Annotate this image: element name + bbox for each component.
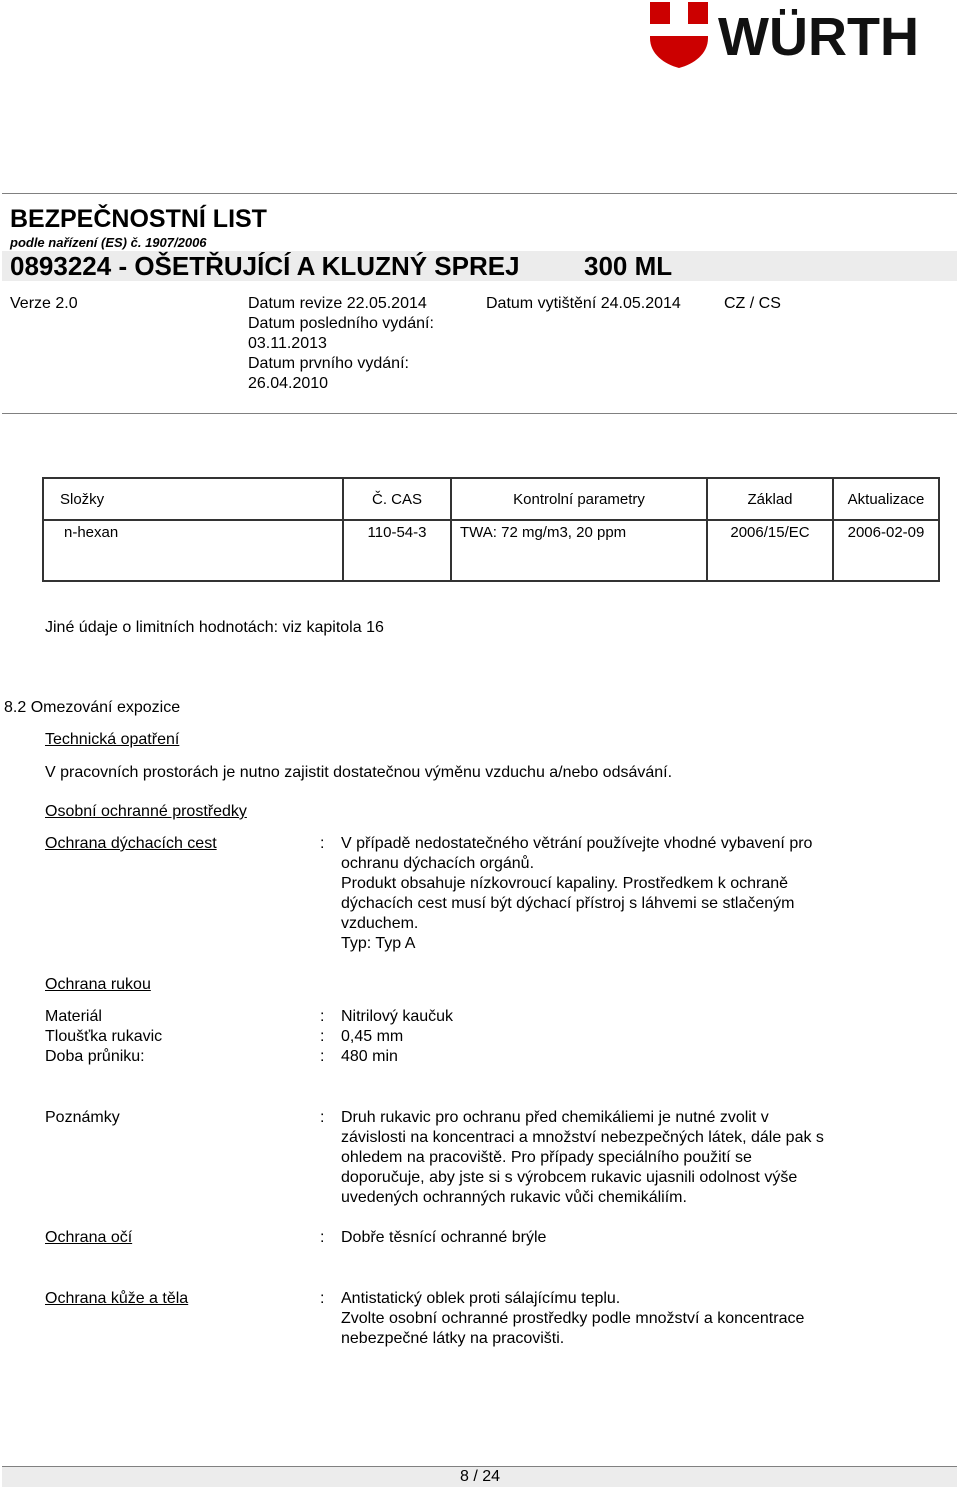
wurth-logo <box>648 0 958 70</box>
technical-measures-heading: Technická opatření <box>45 731 180 748</box>
respiratory-protection-value <box>341 834 901 954</box>
colon-separator: : <box>320 835 325 852</box>
wurth-logo-text: WÜRTH <box>718 7 919 67</box>
glove-thickness-value: 0,45 mm <box>341 1028 404 1045</box>
text-line: uvedených ochranných rukavic vůči chemikáliím. <box>341 1189 687 1206</box>
ppe-heading: Osobní ochranné prostředky <box>45 803 247 820</box>
first-issue-label: Datum prvního vydání: <box>248 355 409 372</box>
colon-separator: : <box>320 1048 325 1065</box>
table-header-row <box>43 478 939 520</box>
table-cell: n-hexan <box>43 520 343 581</box>
text-line: Antistatický oblek proti sálajícímu teplu. <box>341 1290 621 1307</box>
text-line: ohledem na pracoviště. Pro případy speciálního použití se <box>341 1149 752 1166</box>
breakthrough-time-value: 480 min <box>341 1048 398 1065</box>
exposure-limits-table <box>42 477 940 582</box>
skin-protection-label: Ochrana kůže a těla <box>45 1290 189 1307</box>
text-line: dýchacích cest musí být dýchací přístroj s láhvemi se stlačeným <box>341 895 795 912</box>
version: Verze 2.0 <box>10 295 78 312</box>
skin-protection-value <box>341 1289 901 1349</box>
print-date: Datum vytištění 24.05.2014 <box>486 295 681 312</box>
text-line: nebezpečné látky na pracovišti. <box>341 1330 565 1347</box>
last-issue-date: 03.11.2013 <box>248 335 327 352</box>
breakthrough-time-label: Doba průniku: <box>45 1048 145 1065</box>
product-name: 0893224 - OŠETŘUJÍCÍ A KLUZNÝ SPREJ <box>10 251 520 281</box>
language-code: CZ / CS <box>724 295 781 312</box>
eye-protection-label: Ochrana očí <box>45 1229 133 1246</box>
page-number: 8 / 24 <box>459 1468 501 1485</box>
section-heading: 8.2 Omezování expozice <box>4 699 181 716</box>
table-row <box>43 520 939 581</box>
product-volume: 300 ML <box>584 251 673 281</box>
notes-label: Poznámky <box>45 1109 120 1126</box>
text-line: Produkt obsahuje nízkovroucí kapaliny. Prostředkem k ochraně <box>341 875 789 892</box>
colon-separator: : <box>320 1290 325 1307</box>
colon-separator: : <box>320 1008 325 1025</box>
colon-separator: : <box>320 1109 325 1126</box>
text-line: ochranu dýchacích orgánů. <box>341 855 535 872</box>
table-header-cell: Aktualizace <box>833 478 939 520</box>
table-cell: 2006-02-09 <box>833 520 939 581</box>
table-header-cell: Složky <box>43 478 343 520</box>
table-cell: 110-54-3 <box>343 520 451 581</box>
hand-protection-heading: Ochrana rukou <box>45 976 151 993</box>
text-line: V případě nedostatečného větrání používejte vhodné vybavení pro <box>341 835 813 852</box>
revision-date: Datum revize 22.05.2014 <box>248 295 427 312</box>
text-line: Typ: Typ A <box>341 935 416 952</box>
header-bottom-rule <box>2 413 957 414</box>
material-label: Materiál <box>45 1008 102 1025</box>
text-line: závislosti na koncentraci a množství nebezpečných látek, dále pak s <box>341 1129 824 1146</box>
table-header-cell: Základ <box>707 478 833 520</box>
respiratory-protection-label: Ochrana dýchacích cest <box>45 835 217 852</box>
first-issue-date: 26.04.2010 <box>248 375 329 392</box>
text-line: vzduchem. <box>341 915 419 932</box>
text-line: doporučuje, aby jste si s výrobcem rukavic ujasnili odolnost výše <box>341 1169 798 1186</box>
colon-separator: : <box>320 1229 325 1246</box>
last-issue-label: Datum posledního vydání: <box>248 315 434 332</box>
table-header-cell: Kontrolní parametry <box>451 478 707 520</box>
revision-block <box>248 294 434 394</box>
table-cell: TWA: 72 mg/m3, 20 ppm <box>451 520 707 581</box>
table-cell: 2006/15/EC <box>707 520 833 581</box>
glove-thickness-label: Tloušťka rukavic <box>45 1028 163 1045</box>
eye-protection-value: Dobře těsnící ochranné brýle <box>341 1229 547 1246</box>
material-value: Nitrilový kaučuk <box>341 1008 454 1025</box>
text-line: Zvolte osobní ochranné prostředky podle množství a koncentrace <box>341 1310 805 1327</box>
text-line: Druh rukavic pro ochranu před chemikáliemi je nutné zvolit v <box>341 1109 769 1126</box>
table-header-cell: Č. CAS <box>343 478 451 520</box>
document-title: BEZPEČNOSTNÍ LIST <box>10 205 267 233</box>
notes-value <box>341 1108 901 1208</box>
wurth-logo-mark <box>648 0 958 70</box>
technical-measures-text: V pracovních prostorách je nutno zajistit dostatečnou výměnu vzduchu a/nebo odsávání. <box>45 764 673 781</box>
header-top-rule <box>2 193 957 194</box>
colon-separator: : <box>320 1028 325 1045</box>
regulation-reference: podle nařízení (ES) č. 1907/2006 <box>10 235 207 250</box>
other-limits-note: Jiné údaje o limitních hodnotách: viz kapitola 16 <box>45 619 384 636</box>
